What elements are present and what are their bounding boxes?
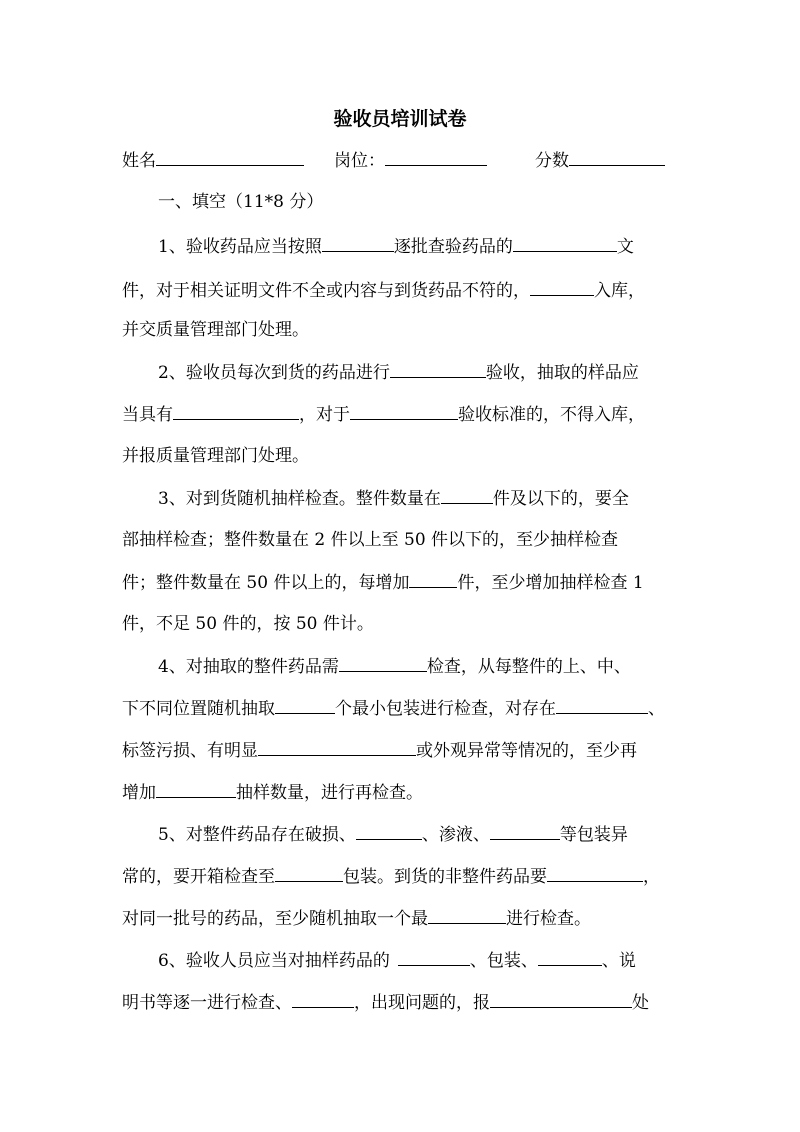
exam-title: 验收员培训试卷: [333, 108, 467, 130]
q6-blank-1[interactable]: [398, 948, 470, 966]
info-row: [122, 148, 665, 173]
q4-blank-2[interactable]: [275, 696, 335, 714]
q2-blank-2[interactable]: [173, 402, 299, 420]
question-4-line-4: 增加 抽样数量，进行再检查。: [122, 780, 423, 805]
q1-blank-3[interactable]: [530, 278, 594, 296]
question-3-line-4: 件，不足 50 件的，按 50 件计。: [122, 614, 374, 634]
q5-blank-5[interactable]: [428, 906, 506, 924]
position-blank[interactable]: [385, 148, 487, 166]
q1-blank-2[interactable]: [513, 234, 617, 252]
q6-blank-2[interactable]: [538, 948, 602, 966]
q5-blank-3[interactable]: [275, 864, 343, 882]
name-blank[interactable]: [156, 148, 304, 166]
q5-blank-1[interactable]: [356, 822, 422, 840]
q2-blank-1[interactable]: [390, 360, 486, 378]
q6-blank-3[interactable]: [292, 990, 354, 1008]
q5-blank-2[interactable]: [490, 822, 560, 840]
name-label: 姓名: [122, 151, 156, 171]
question-6-line-1: 6、验收人员应当对抽样药品的 、包装、 、说: [158, 948, 636, 973]
q4-blank-3[interactable]: [556, 696, 648, 714]
question-4-line-2: 下不同位置随机抽取 个最小包装进行检查，对存在 、: [122, 696, 665, 721]
position-label: 岗位：: [334, 151, 385, 171]
q4-blank-4[interactable]: [258, 738, 416, 756]
question-1-line-2: 件，对于相关证明文件不全或内容与到货药品不符的， 入库，: [122, 278, 645, 303]
q4-blank-5[interactable]: [156, 780, 236, 798]
question-1-line-1: 1、验收药品应当按照 逐批查验药品的 文: [158, 234, 634, 259]
question-5-line-1: 5、对整件药品存在破损、 、渗液、 等包装异: [158, 822, 628, 847]
q3-blank-2[interactable]: [409, 570, 457, 588]
q6-blank-4[interactable]: [490, 990, 632, 1008]
question-2-line-2: 当具有 ，对于 验收标准的，不得入库，: [122, 402, 645, 427]
q4-blank-1[interactable]: [339, 654, 427, 672]
question-3-line-2: 部抽样检查；整件数量在 2 件以上至 50 件以下的，至少抽样检查: [122, 530, 619, 550]
question-6-line-2: 明书等逐一进行检查、 ，出现问题的，报 处: [122, 990, 649, 1015]
question-5-line-3: 对同一批号的药品，至少随机抽取一个最 进行检查。: [122, 906, 591, 931]
q3-blank-1[interactable]: [441, 486, 493, 504]
question-3-line-1: 3、对到货随机抽样检查。整件数量在 件及以下的，要全: [158, 486, 629, 511]
question-1-line-3: 并交质量管理部门处理。: [122, 320, 309, 340]
score-label: 分数: [535, 151, 569, 171]
q1-blank-1[interactable]: [322, 234, 394, 252]
q2-blank-3[interactable]: [350, 402, 458, 420]
question-2-line-1: 2、验收员每次到货的药品进行 验收，抽取的样品应: [158, 360, 639, 385]
question-5-line-2: 常的，要开箱检查至 包装。到货的非整件药品要 ，: [122, 864, 660, 889]
q5-blank-4[interactable]: [547, 864, 643, 882]
question-2-line-3: 并报质量管理部门处理。: [122, 446, 309, 466]
question-4-line-1: 4、对抽取的整件药品需 检查，从每整件的上、中、: [158, 654, 631, 679]
question-4-line-3: 标签污损、有明显 或外观异常等情况的，至少再: [122, 738, 637, 763]
question-3-line-3: 件；整件数量在 50 件以上的，每增加 件，至少增加抽样检查 1: [122, 570, 644, 595]
score-blank[interactable]: [569, 148, 665, 166]
section-heading: 一、填空（11*8 分）: [158, 192, 324, 212]
